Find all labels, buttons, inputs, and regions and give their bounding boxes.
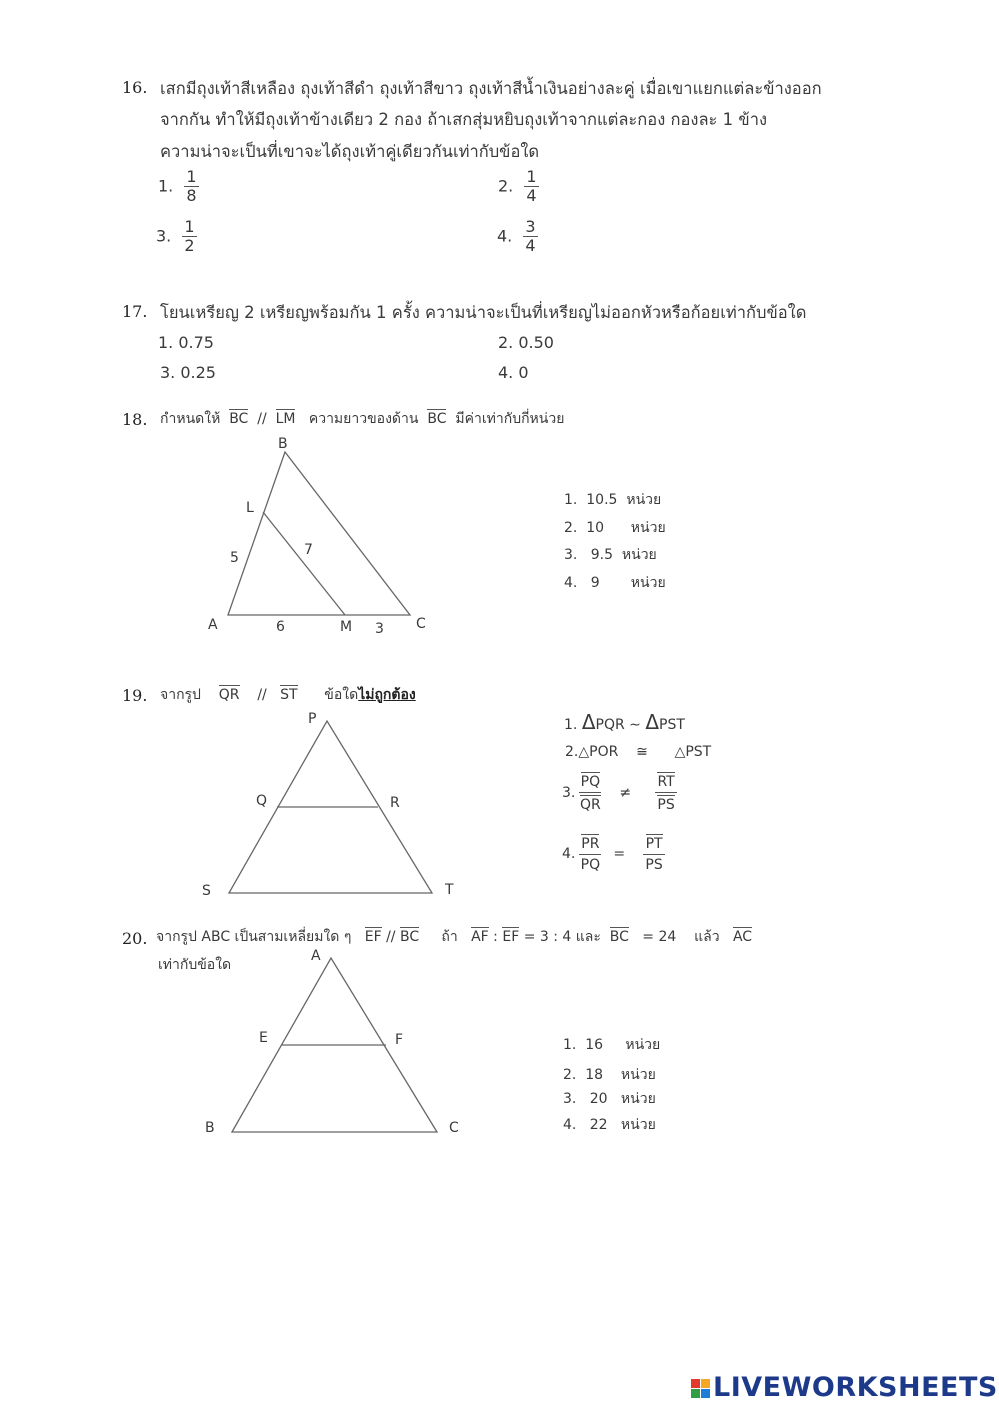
label-a: A — [311, 948, 321, 964]
segment-ef: EF — [502, 929, 520, 945]
segment-st: ST — [280, 687, 298, 703]
label-t: T — [445, 882, 454, 898]
q20-number: 20. — [122, 929, 148, 948]
segment-bc: BC — [229, 411, 249, 427]
q17-option-4[interactable]: 4. 0 — [498, 363, 529, 382]
label-q: Q — [256, 793, 268, 809]
q16-text-line2: จากกัน ทำให้มีถุงเท้าข้างเดียว 2 กอง ถ้าเสกสุ่มหยิบถุงเท้าจากแต่ละกอง กองละ 1 ข้าง — [160, 110, 768, 129]
label-b: B — [205, 1120, 215, 1136]
q17-number: 17. — [122, 302, 148, 321]
segment-lm-line — [263, 512, 345, 615]
q20-text-line2: เท่ากับข้อใด — [158, 957, 232, 973]
q17-option-2[interactable]: 2. 0.50 — [498, 333, 554, 352]
q19-option-3[interactable]: 3. $\frac{PQ}{QR}$ ≠ $\frac{RT}{PS}$ — [562, 772, 677, 813]
q20-triangle-figure — [195, 945, 465, 1140]
fraction: $\frac{PT}{PS}$ — [643, 834, 665, 873]
q19-text: จากรูป QR // ST ข้อใดไม่ถูกต้อง — [160, 687, 416, 703]
segment-af: AF — [471, 929, 489, 945]
fraction: $\frac{RT}{PS}$ — [655, 772, 677, 813]
q18-number: 18. — [122, 410, 148, 429]
label-r: R — [390, 795, 400, 811]
q16-text-line3: ความน่าจะเป็นที่เขาจะได้ถุงเท้าคู่เดียวกันเท่ากับข้อใด — [160, 142, 540, 161]
fraction: $\frac{1}{8}$ — [186, 167, 197, 206]
q16-option-1[interactable]: 1. $\frac{1}{8}$ — [158, 167, 197, 206]
label-b: B — [278, 436, 288, 452]
q20-option-4[interactable]: 4. 22 หน่วย — [563, 1117, 656, 1133]
q19-triangle-figure — [195, 705, 465, 900]
fraction: $\frac{1}{2}$ — [184, 217, 195, 256]
length-am: 6 — [276, 619, 285, 635]
label-l: L — [246, 500, 254, 516]
segment-lm: LM — [275, 411, 296, 427]
fraction: $\frac{1}{4}$ — [526, 167, 537, 206]
q18-option-2[interactable]: 2. 10 หน่วย — [564, 520, 666, 536]
length-al: 5 — [230, 550, 239, 566]
q20-option-1[interactable]: 1. 16 หน่วย — [563, 1037, 661, 1053]
q19-option-1[interactable]: 1. ΔPQR ∼ ΔPST — [564, 710, 685, 734]
liveworksheets-logo — [691, 1372, 998, 1403]
q19-number: 19. — [122, 686, 148, 705]
q19-option-2[interactable]: 2.△POR ≅ △PST — [565, 744, 712, 760]
emphasis-not-correct: ไม่ถูกต้อง — [358, 687, 416, 703]
q17-option-1[interactable]: 1. 0.75 — [158, 333, 214, 352]
triangle-abc — [228, 452, 410, 615]
logo-mark-icon — [691, 1379, 710, 1398]
q20-option-2[interactable]: 2. 18 หน่วย — [563, 1067, 656, 1083]
q18-option-4[interactable]: 4. 9 หน่วย — [564, 575, 666, 591]
q18-option-1[interactable]: 1. 10.5 หน่วย — [564, 492, 662, 508]
label-c: C — [449, 1120, 459, 1136]
segment-ac: AC — [732, 929, 753, 945]
segment-bc: BC — [609, 929, 629, 945]
q16-text-line1: เสกมีถุงเท้าสีเหลือง ถุงเท้าสีดำ ถุงเท้าสีขาว ถุงเท้าสีน้ำเงินอย่างละคู่ เมื่อเขาแยกแต่ละข้างออก — [160, 79, 822, 98]
fraction: $\frac{PR}{PQ}$ — [580, 836, 601, 874]
q18-text: กำหนดให้ BC // LM ความยาวของด้าน BC มีค่าเท่ากับกี่หน่วย — [160, 411, 565, 427]
q16-option-4[interactable]: 4. $\frac{3}{4}$ — [497, 217, 536, 256]
q20-text-line1: จากรูป ABC เป็นสามเหลี่ยมใด ๆ EF // BC ถ้า AF : EF = 3 : 4 และ BC = 24 แล้ว AC — [156, 929, 753, 945]
logo-text: LIVEWORKSHEETS — [713, 1372, 998, 1403]
length-mc: 3 — [375, 621, 384, 637]
q18-triangle-figure — [190, 430, 450, 640]
fraction: $\frac{PQ}{QR}$ — [579, 774, 601, 814]
label-e: E — [259, 1030, 268, 1046]
segment-qr: QR — [218, 687, 240, 703]
segment-bc: BC — [399, 929, 420, 945]
segment-bc: BC — [427, 411, 447, 427]
q16-option-2[interactable]: 2. $\frac{1}{4}$ — [498, 167, 537, 206]
segment-ef: EF — [364, 929, 382, 945]
q20-option-3[interactable]: 3. 20 หน่วย — [563, 1091, 656, 1107]
length-lm: 7 — [304, 542, 313, 558]
q17-text: โยนเหรียญ 2 เหรียญพร้อมกัน 1 ครั้ง ความน่าจะเป็นที่เหรียญไม่ออกหัวหรือก้อยเท่ากับข้อใด — [160, 303, 807, 322]
fraction: $\frac{3}{4}$ — [525, 217, 536, 256]
q16-number: 16. — [122, 78, 148, 97]
label-f: F — [395, 1032, 404, 1048]
q18-option-3[interactable]: 3. 9.5 หน่วย — [564, 547, 657, 563]
label-a: A — [208, 617, 218, 633]
label-c: C — [416, 616, 426, 632]
q19-option-4[interactable]: 4. $\frac{PR}{PQ}$ = $\frac{PT}{PS}$ — [562, 834, 665, 873]
q17-option-3[interactable]: 3. 0.25 — [160, 363, 216, 382]
q16-option-3[interactable]: 3. $\frac{1}{2}$ — [156, 217, 195, 256]
label-p: P — [308, 711, 317, 727]
label-s: S — [202, 883, 211, 899]
label-m: M — [340, 619, 353, 635]
